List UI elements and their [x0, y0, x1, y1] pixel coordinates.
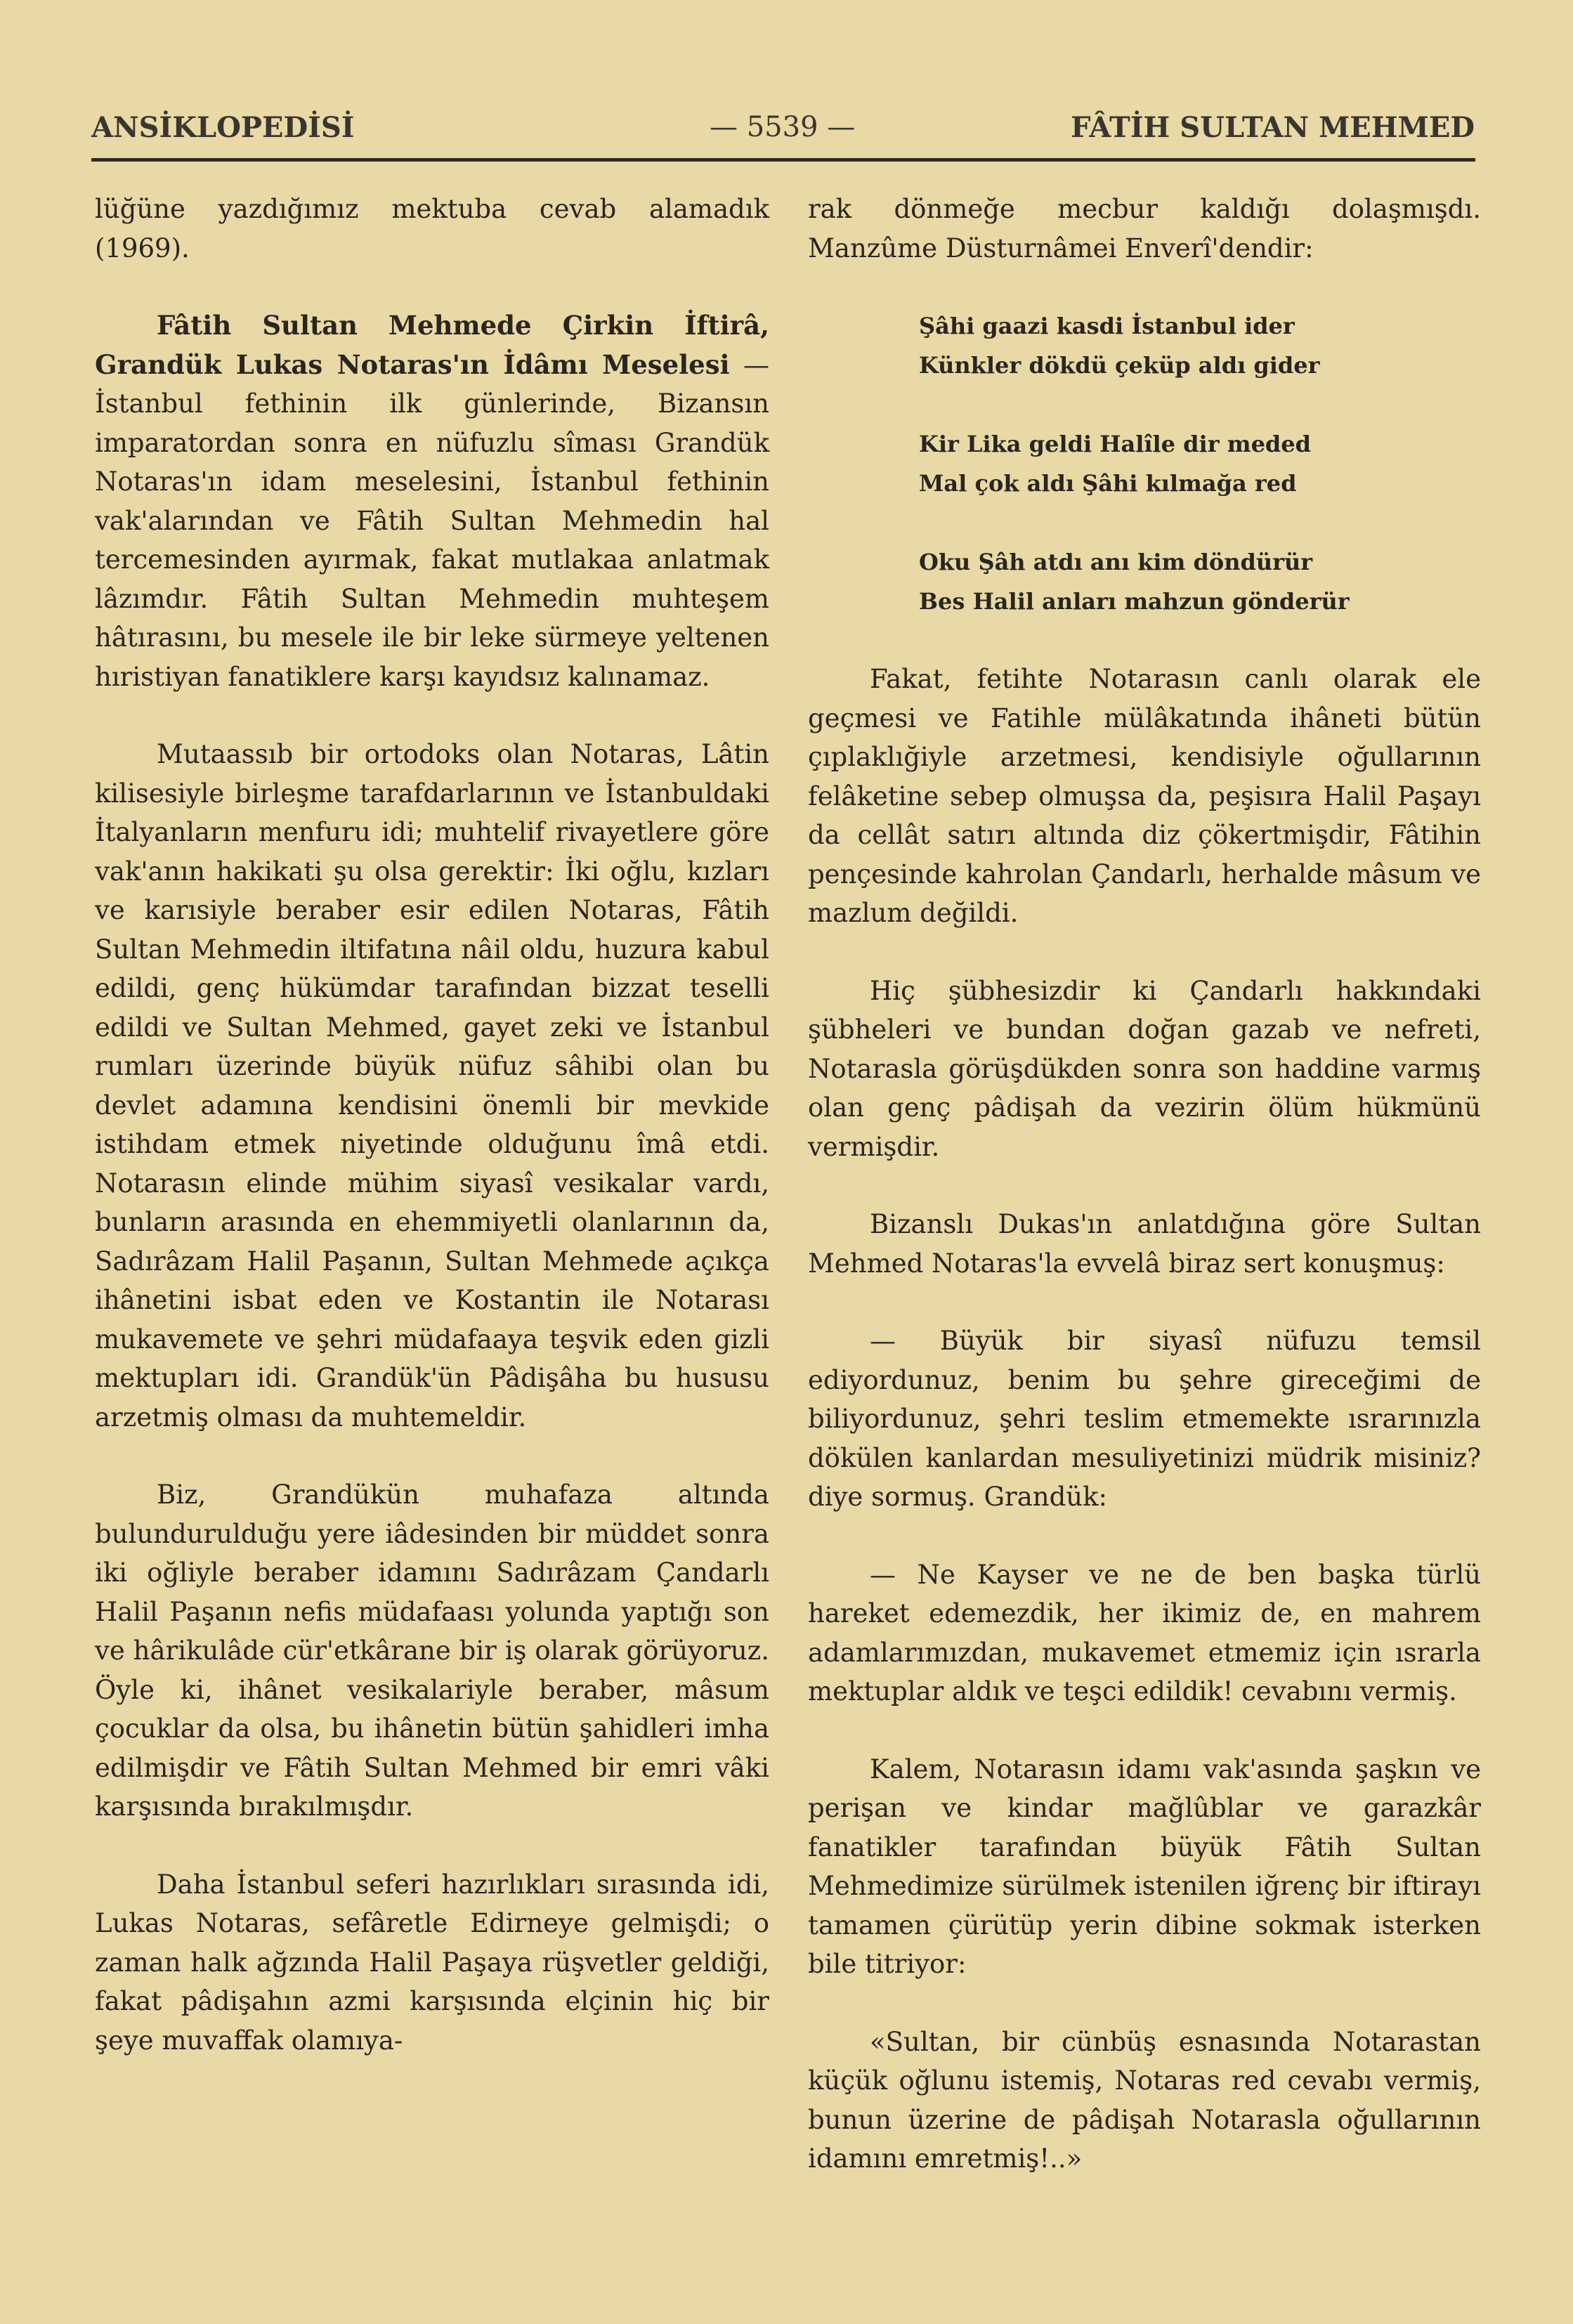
poem-stanza: [919, 306, 1481, 385]
paragraph: — Ne Kayser ve ne de ben başka türlü hareket edemezdik, her ikimiz de, en mahrem adamlarımızdan, mukavemet etmemiz için ısrarla mektuplar aldık ve teşci edildik! cevabını vermiş.: [808, 1559, 1481, 1706]
paragraph: Hiç şübhesizdir ki Çandarlı hakkındaki şübheleri ve bundan doğan gazab ve nefreti, Notarasla görüşdükden sonra son haddine varmış olan genç pâdişah da vezirin ölüm hükmünü vermişdir.: [808, 975, 1481, 1162]
poem-line: Künkler dökdü çeküp aldı gider: [919, 352, 1320, 379]
section-body: — İstanbul fethinin ilk günlerinde, Bizansın imparatordan sonra en nüfuzlu sîması Grandük Notaras'ın idam meselesini, İstanbul fethinin vak'alarından ve Fâtih Sultan Mehmedin hal tercemesinden ayırmak, fakat mutlakaa anlatmak lâzımdır. Fâtih Sultan Mehmedin muhteşem hâtırasını, bu mesele ile bir leke sürmeye yeltenen hıristiyan fanatiklere karşı kayıdsız kalınamaz.: [95, 349, 769, 692]
poem-stanza: [919, 542, 1481, 621]
paragraph: rak dönmeğe mecbur kaldığı dolaşmışdı. Manzûme Düsturnâmei Enverî'dendir:: [808, 194, 1481, 263]
poem-line: Mal çok aldı Şâhi kılmağa red: [919, 470, 1297, 497]
header-rule: [91, 158, 1475, 162]
section-heading: Fâtih Sultan Mehmede Çirkin İftirâ, Grandük Lukas Notaras'ın İdâmı Meselesi: [95, 310, 769, 380]
poem-stanza: [919, 424, 1481, 503]
right-column: [808, 190, 1481, 2217]
paragraph: Bizanslı Dukas'ın anlatdığına göre Sultan Mehmed Notaras'la evvelâ biraz sert konuşmuş:: [808, 1209, 1481, 1279]
running-header: [91, 111, 1475, 153]
paragraph: lüğüne yazdığımız mektuba cevab alamadık (1969).: [95, 194, 769, 263]
page-number: — 5539 —: [710, 111, 856, 143]
paragraph: Mutaassıb bir ortodoks olan Notaras, Lâtin kilisesiyle birleşme tarafdarlarının ve İstanbuldaki İtalyanların menfuru idi; muhtelif rivayetlere göre vak'anın hakikati şu olsa gerektir: İki oğlu, kızları ve karısiyle beraber esir edilen Notaras, Fâtih Sultan Mehmedin iltifatına nâil oldu, huzura kabul edildi, genç hükümdar tarafından bizzat teselli edildi ve Sultan Mehmed, gayet zeki ve İstanbul rumları üzerinde büyük nüfuz sâhibi olan bu devlet adamına kendisini önemli bir mevkide istihdam etmek niyetinde olduğunu îmâ etdi. Notarasın elinde mühim siyasî vesikalar vardı, bunların arasında en ehemmiyetli olanlarının da, Sadırâzam Halil Paşanın, Sultan Mehmede açıkça ihânetini isbat eden ve Kostantin ile Notarası mukavemete ve şehri müdafaaya teşvik eden gizli mektupları idi. Grandük'ün Pâdişâha bu hususu arzetmiş olması da muhtemeldir.: [95, 739, 769, 1432]
poem-line: Şâhi gaazi kasdi İstanbul ider: [919, 313, 1295, 339]
paragraph: — Büyük bir siyasî nüfuzu temsil ediyordunuz, benim bu şehre gireceğimi de biliyordunuz, şehri teslim etmemekte ısrarınızla dökülen kanlardan mesuliyetinizi müdrik misiniz? diye sormuş. Grandük:: [808, 1326, 1481, 1512]
paragraph: Daha İstanbul seferi hazırlıkları sırasında idi, Lukas Notaras, sefâretle Edirneye gelmişdi; o zaman halk ağzında Halil Paşaya rüşvetler geldiği, fakat pâdişahın azmi karşısında elçinin hiç bir şeye muvaffak olamıya-: [95, 1869, 769, 2056]
header-article-title: FÂTİH SULTAN MEHMED: [1071, 111, 1475, 144]
section-paragraph: [95, 306, 769, 696]
left-column: [95, 190, 769, 2098]
paragraph: Kalem, Notarasın idamı vak'asında şaşkın ve perişan ve kindar mağlûblar ve garazkâr fanatikler tarafından büyük Fâtih Sultan Mehmedimize sürülmek istenilen iğrenç bir iftirayı tamamen çürütüp yerin dibine sokmak isterken bile titriyor:: [808, 1754, 1481, 1979]
paragraph: Fakat, fetihte Notarasın canlı olarak ele geçmesi ve Fatihle mülâkatında ihâneti bütün çıplaklığiyle arzetmesi, kendisiyle oğullarının felâketine sebep olmuşsa da, peşisıra Halil Paşayı da cellât satırı altında diz çökertmişdir, Fâtihin pençesinde kahrolan Çandarlı, herhalde mâsum ve mazlum değildi.: [808, 664, 1481, 928]
poem: [808, 306, 1481, 621]
quotation: «Sultan, bir cünbüş esnasında Notarastan küçük oğlunu istemiş, Notaras red cevabı vermiş, bunun üzerine de pâdişah Notarasla oğullarının idamını emretmiş!..»: [808, 2026, 1481, 2174]
poem-line: Oku Şâh atdı anı kim döndürür: [919, 549, 1313, 575]
paragraph: Biz, Grandükün muhafaza altında bulundurulduğu yere iâdesinden bir müddet sonra iki oğliyle beraber idamını Sadırâzam Çandarlı Halil Paşanın nefis müdafaası yolunda yaptığı son ve hârikulâde cür'etkârane bir iş olarak görüyoruz. Öyle ki, ihânet vesikalariyle beraber, mâsum çocuklar da olsa, bu ihânetin bütün şahidleri imha edilmişdir ve Fâtih Sultan Mehmed bir emri vâki karşısında bırakılmışdır.: [95, 1480, 769, 1822]
poem-line: Kir Lika geldi Halîle dir meded: [919, 431, 1312, 457]
poem-line: Bes Halil anları mahzun gönderür: [919, 588, 1350, 615]
header-encyclopedia-title: ANSİKLOPEDİSİ: [91, 111, 355, 144]
